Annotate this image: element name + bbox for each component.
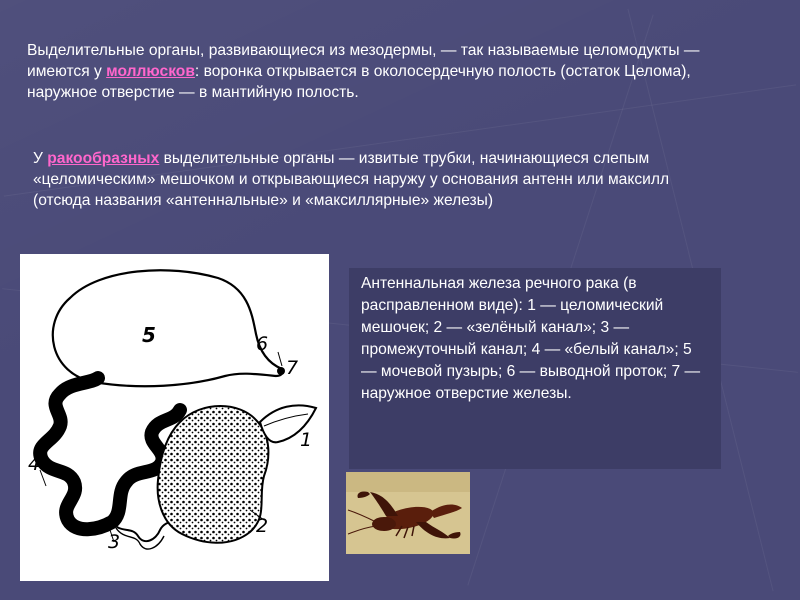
crayfish-photo (346, 472, 470, 554)
label-1: 1 (300, 429, 313, 451)
crayfish-image (346, 472, 470, 554)
label-7: 7 (286, 357, 299, 379)
label-4: 4 (28, 453, 41, 475)
crustaceans-text-before: У (33, 150, 48, 167)
label-3: 3 (108, 531, 121, 553)
intro-text-before: Выделительные органы, развивающиеся из мезодермы, — так называемые целомодукты — имеются у (27, 42, 700, 80)
intro-text-after: : воронка открывается в околосердечную полость (остаток Целома), наружное отверстие — в мантийную полость. (27, 63, 691, 101)
crustaceans-link[interactable]: ракообразных (47, 150, 160, 167)
antennal-gland-drawing (20, 254, 329, 581)
antennal-gland-diagram (20, 254, 329, 581)
crustaceans-text-after: выделительные органы — извитые трубки, начинающиеся слепым «целомическим» мешочком и открывающиеся наружу у основания антенн или максилл (отсюда названия «антеннальные» и «максиллярные» железы) (33, 150, 670, 209)
crustaceans-paragraph (33, 148, 703, 211)
bladder-shape (53, 270, 283, 386)
figure-caption: Антеннальная железа речного рака (в расправленном виде): 1 — целомический мешочек; 2 — «зелёный канал»; 3 — промежуточный канал; 4 — «белый канал»; 5 — мочевой пузырь; 6 — выводной проток; 7 — наружное отверстие железы. (349, 268, 721, 469)
label-2: 2 (256, 515, 269, 537)
molluscs-link[interactable]: моллюсков (106, 63, 195, 80)
intro-paragraph (27, 40, 747, 103)
outer-opening (277, 367, 285, 375)
label-6: 6 (256, 333, 269, 355)
label-5: 5 (142, 323, 156, 347)
green-canal (158, 406, 269, 543)
